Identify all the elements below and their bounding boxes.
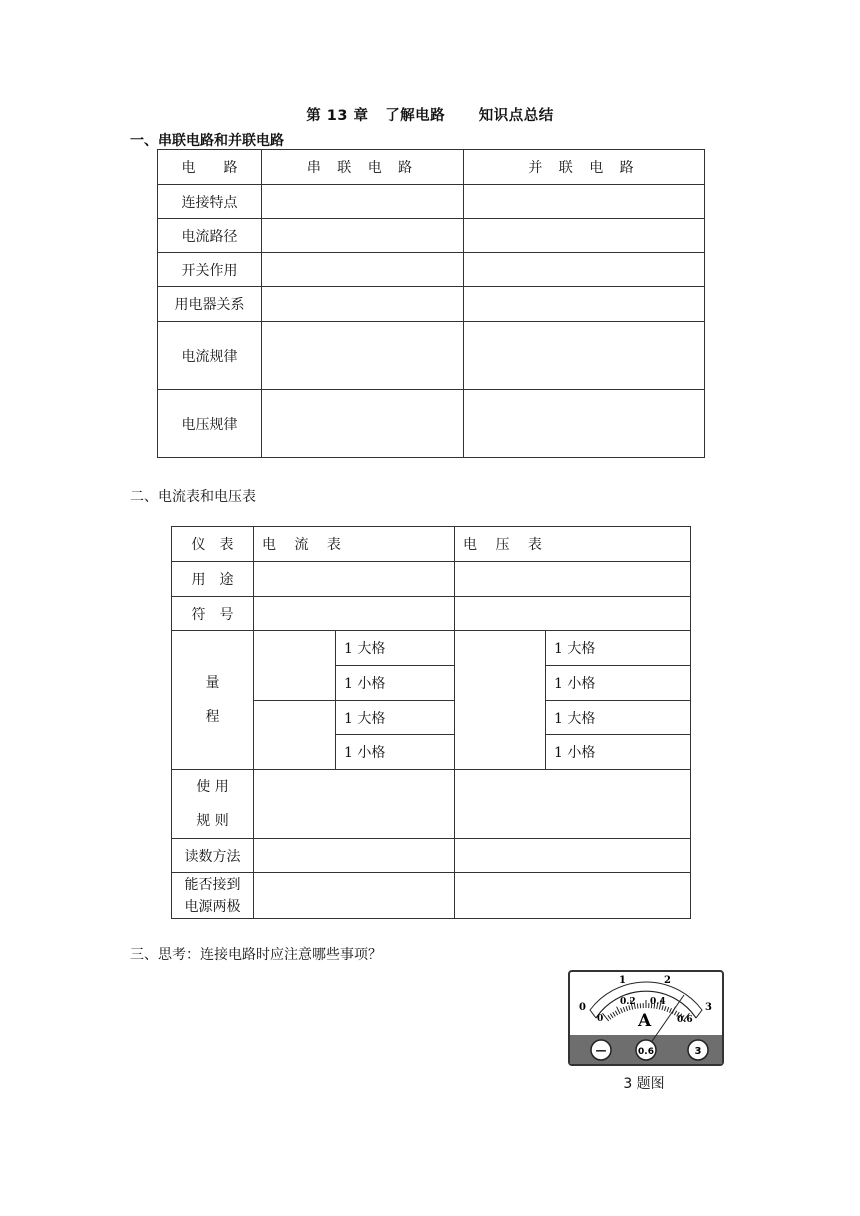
answer-cell[interactable]: [254, 839, 455, 873]
row-label: 电流路径: [158, 219, 262, 253]
answer-cell[interactable]: [455, 562, 691, 597]
answer-cell[interactable]: [254, 597, 455, 631]
answer-cell[interactable]: [254, 631, 336, 701]
answer-cell[interactable]: [254, 562, 455, 597]
row-label: 开关作用: [158, 253, 262, 287]
header-circuit: 电 路: [158, 150, 262, 185]
small-division-label: 1 小格: [546, 735, 691, 770]
chapter-label: 第 13 章: [306, 108, 369, 124]
series-parallel-table: [157, 149, 705, 458]
answer-cell[interactable]: [262, 390, 464, 458]
table-row: [158, 253, 705, 287]
meters-table: [171, 526, 691, 919]
header-parallel: 并 联 电 路: [464, 150, 705, 185]
answer-cell[interactable]: [455, 597, 691, 631]
meter-tick: [637, 1004, 638, 1009]
row-label: 电流规律: [158, 322, 262, 390]
scale-top-1: 1: [619, 975, 626, 986]
table-row: [158, 219, 705, 253]
header-ammeter: 电 流 表: [254, 527, 455, 562]
row-label-range: [172, 631, 254, 770]
connect-line-1: 能否接到: [184, 876, 241, 893]
table-row: [172, 597, 691, 631]
answer-cell[interactable]: [262, 253, 464, 287]
table-row: [172, 770, 691, 839]
answer-cell[interactable]: [455, 873, 691, 919]
answer-cell[interactable]: [464, 322, 705, 390]
table-row: [158, 322, 705, 390]
small-division-label: 1 小格: [336, 666, 455, 701]
answer-cell[interactable]: [455, 631, 546, 770]
rules-line-1: 使 用: [196, 779, 229, 795]
big-division-label: 1 大格: [336, 701, 455, 735]
big-division-label: 1 大格: [336, 631, 455, 666]
section1-heading: 一、串联电路和并联电路: [130, 133, 284, 149]
row-label-connect: [172, 873, 254, 919]
row-label-symbol: 符 号: [172, 597, 254, 631]
table-header-row: [158, 150, 705, 185]
answer-cell[interactable]: [464, 185, 705, 219]
table-row: [172, 631, 691, 666]
row-label: 用电器关系: [158, 287, 262, 322]
negative-terminal-label: —: [595, 1044, 607, 1057]
scale-bottom-04: 0.4: [650, 997, 666, 1007]
scale-bottom-0: 0: [597, 1014, 604, 1024]
answer-cell[interactable]: [455, 839, 691, 873]
table-row: [158, 390, 705, 458]
range-char-1: 量: [205, 675, 220, 691]
scale-bottom-06: 0.6: [677, 1015, 693, 1025]
header-instrument: 仪 表: [172, 527, 254, 562]
terminal-0-6-label: 0.6: [638, 1047, 654, 1057]
rules-line-2: 规 则: [196, 813, 229, 829]
chapter-topic: 了解电路: [385, 108, 446, 124]
row-label-usage: 用 途: [172, 562, 254, 597]
table-row: [158, 287, 705, 322]
ammeter-figure: [568, 970, 724, 1066]
big-division-label: 1 大格: [546, 701, 691, 735]
table-row: [172, 873, 691, 919]
header-series: 串 联 电 路: [262, 150, 464, 185]
section2-heading: 二、电流表和电压表: [130, 489, 256, 505]
row-label: 电压规律: [158, 390, 262, 458]
connect-line-2: 电源两极: [184, 898, 241, 915]
row-label: 连接特点: [158, 185, 262, 219]
figure-caption: 3 题图: [623, 1076, 665, 1092]
chapter-subtitle: 知识点总结: [478, 108, 554, 124]
small-division-label: 1 小格: [336, 735, 455, 770]
answer-cell[interactable]: [464, 287, 705, 322]
answer-cell[interactable]: [455, 770, 691, 839]
terminal-3-label: 3: [694, 1046, 702, 1057]
meter-unit-symbol: A: [638, 1011, 652, 1031]
big-division-label: 1 大格: [546, 631, 691, 666]
table-row: [172, 562, 691, 597]
answer-cell[interactable]: [464, 253, 705, 287]
scale-top-0: 0: [579, 1002, 586, 1013]
table-row: [172, 839, 691, 873]
row-label-reading: 读数方法: [172, 839, 254, 873]
row-label-rules: [172, 770, 254, 839]
page-title: [0, 104, 860, 125]
answer-cell[interactable]: [254, 701, 336, 770]
table-row: [158, 185, 705, 219]
table-header-row: [172, 527, 691, 562]
answer-cell[interactable]: [262, 219, 464, 253]
small-division-label: 1 小格: [546, 666, 691, 701]
range-char-2: 程: [205, 709, 220, 725]
section3-heading: 三、思考：连接电路时应注意哪些事项？: [130, 947, 382, 963]
answer-cell[interactable]: [464, 390, 705, 458]
answer-cell[interactable]: [254, 770, 455, 839]
scale-top-3: 3: [705, 1002, 712, 1013]
answer-cell[interactable]: [262, 287, 464, 322]
answer-cell[interactable]: [464, 219, 705, 253]
answer-cell[interactable]: [262, 322, 464, 390]
answer-cell[interactable]: [262, 185, 464, 219]
scale-top-2: 2: [664, 975, 671, 986]
scale-bottom-02: 0.2: [620, 997, 636, 1007]
header-voltmeter: 电 压 表: [455, 527, 691, 562]
answer-cell[interactable]: [254, 873, 455, 919]
